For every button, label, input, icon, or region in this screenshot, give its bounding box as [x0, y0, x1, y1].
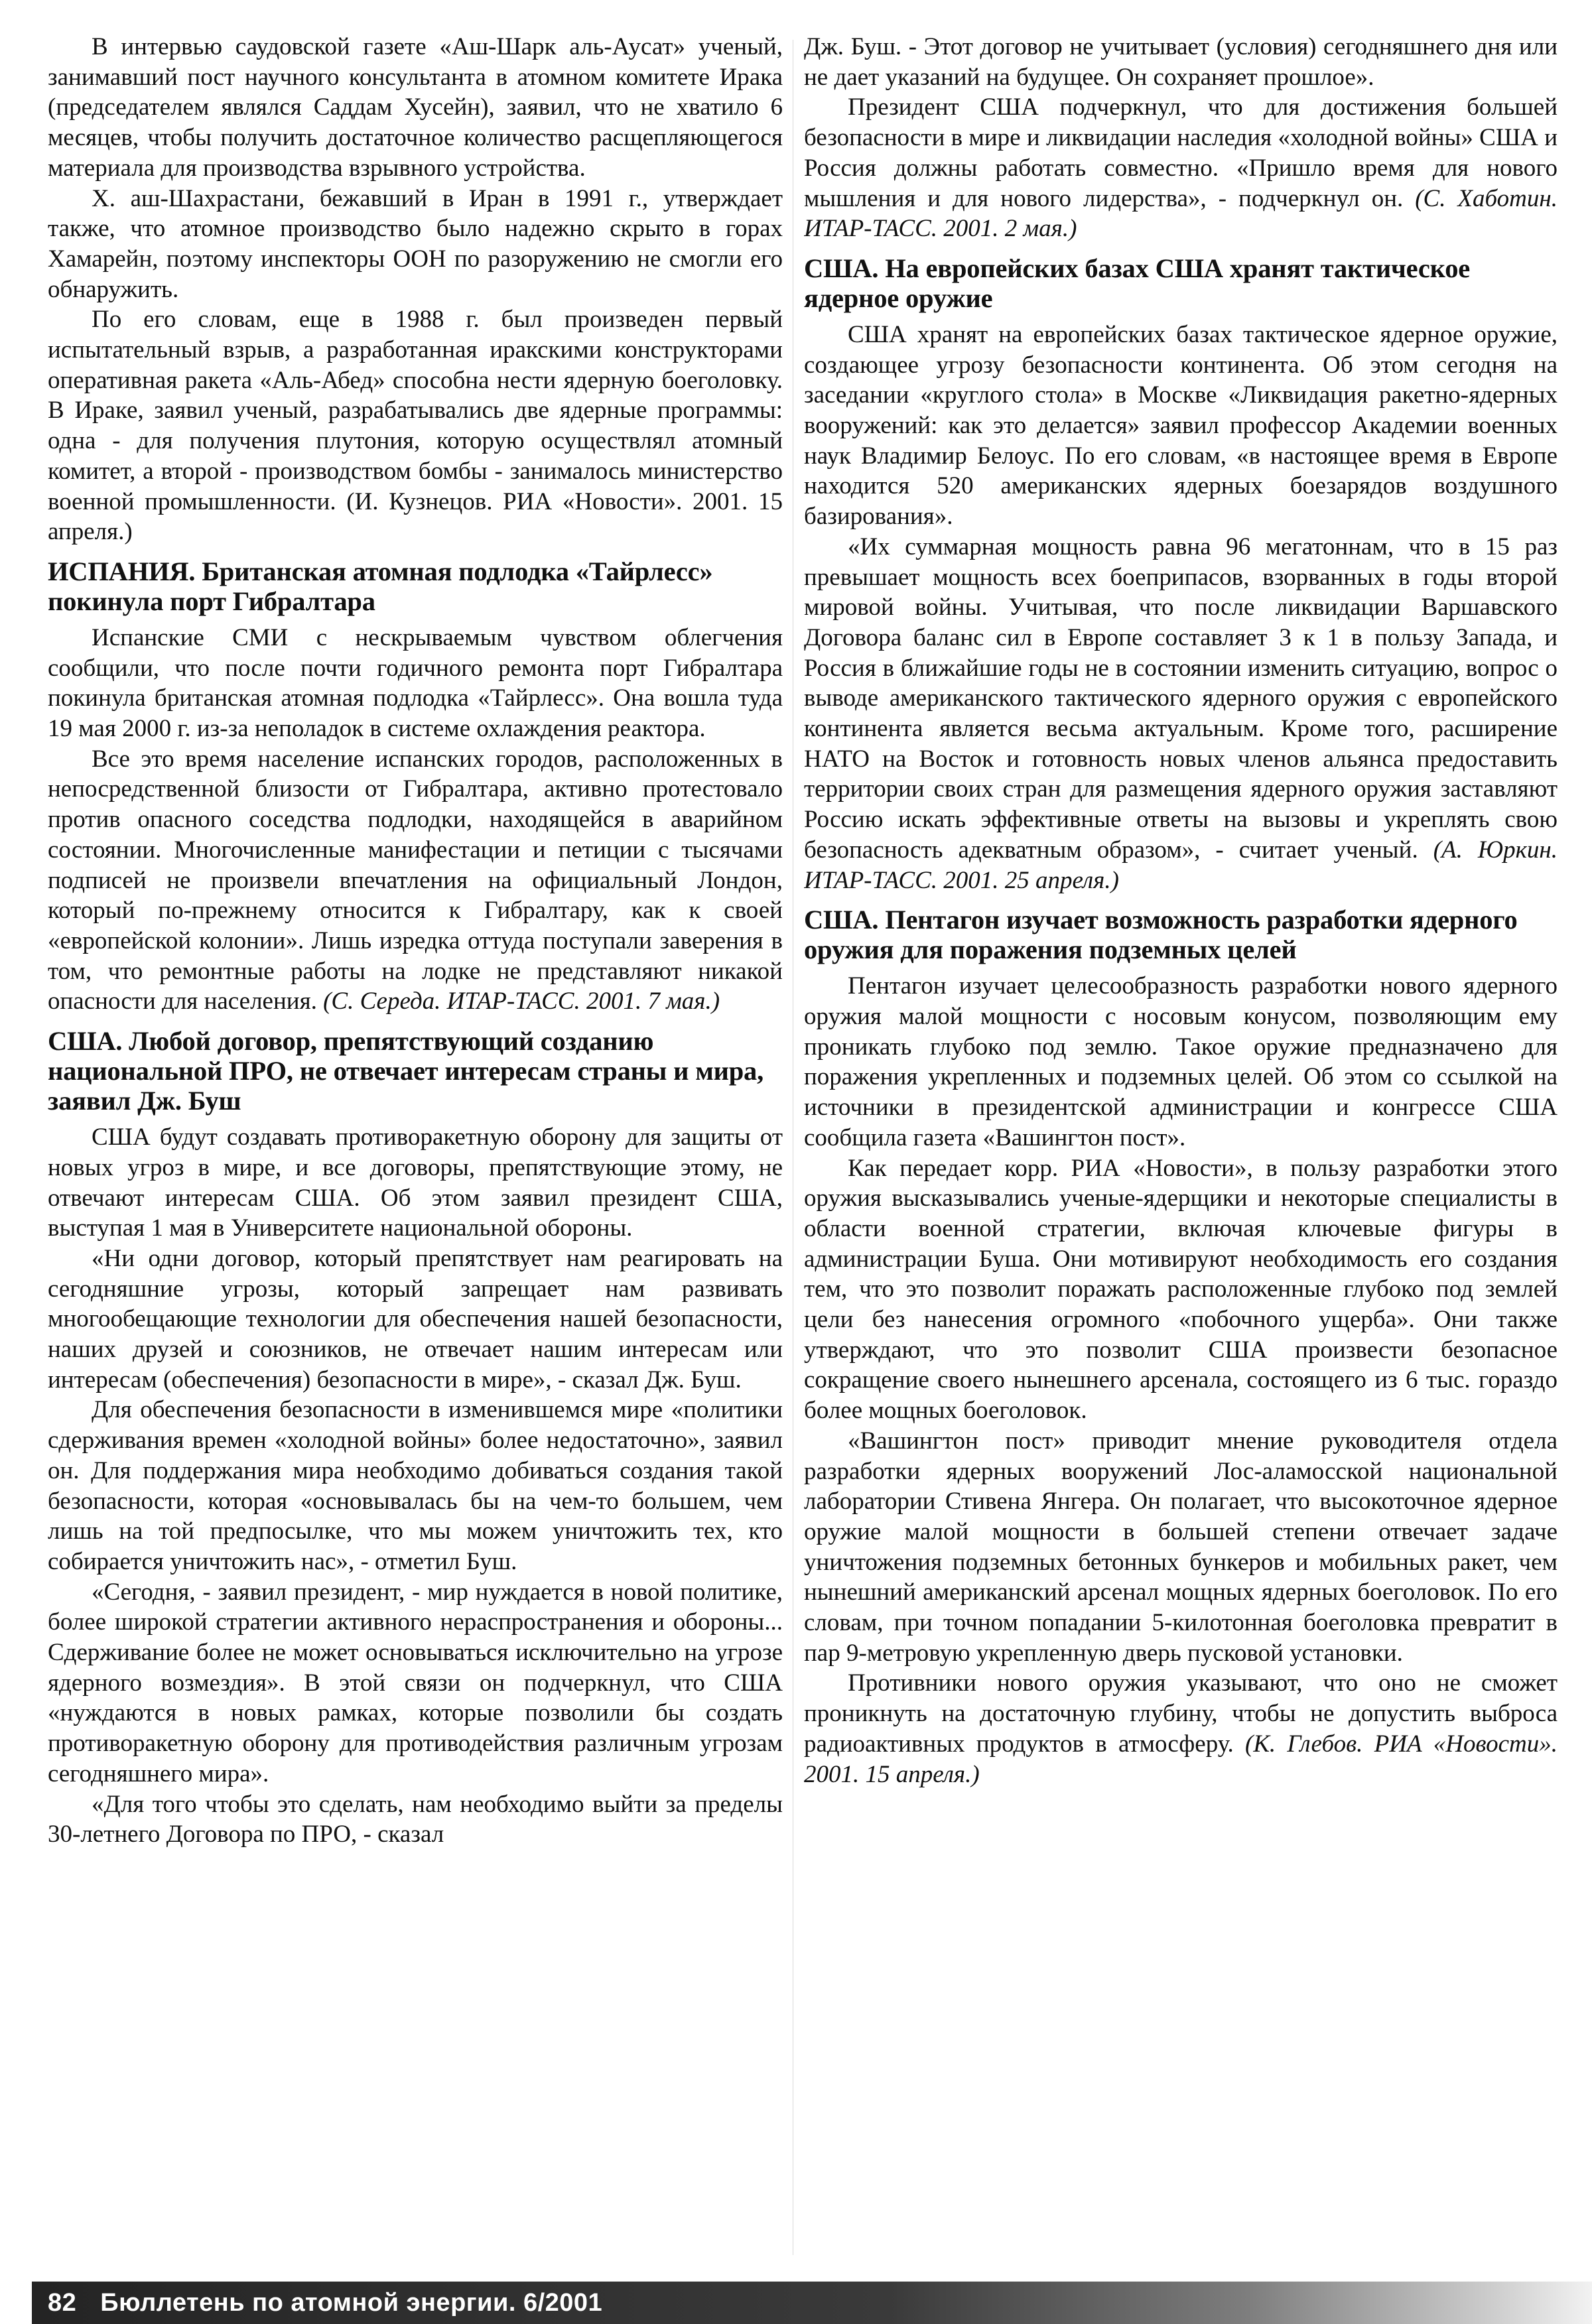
- paragraph-text: Пентагон изучает целесообразность разработки нового ядерного оружия малой мощности с носовым конусом, позволяющим ему проникать глубоко под землю. Такое оружие предназначено для поражения укрепленных и подземных целей. Об этом со ссылкой на источники в президентской администрации и конгрессе США сообщила газета «Вашингтон пост».: [804, 972, 1558, 1151]
- paragraph-text: «Их суммарная мощность равна 96 мегатоннам, что в 15 раз превышает мощность всех боеприпасов, взорванных в годы второй мировой войны. Учитывая, что после ликвидации Варшавского Договора баланс сил в Европе составляет 3 к 1 в пользу Запада, и Россия в ближайшие годы не в состоянии изменить ситуацию, вопрос о выводе американского тактического ядерного оружия с европейского континента является весьма актуальным. Кроме того, расширение НАТО на Восток и готовность новых членов альянса предоставить территории своих стран для размещения ядерного оружия заставляют Россию искать эффективные ответы на вызовы и укреплять свою безопасность адекватным образом», - считает ученый.: [804, 533, 1558, 864]
- body-paragraph: [48, 744, 783, 1017]
- body-paragraph: [804, 1153, 1558, 1426]
- paragraph-text: США хранят на европейских базах тактическое ядерное оружие, создающее угрозу безопасности континента. Об этом сегодня на заседании «круглого стола» в Москве «Ликвидация ракетно-ядерных вооружений: как это делается» заявил профессор Академии военных наук Владимир Белоус. По его словам, «в настоящее время в Европе находится 520 американских ядерных боезарядов воздушного базирования».: [804, 320, 1558, 531]
- paragraph-text: Как передает корр. РИА «Новости», в пользу разработки этого оружия высказывались ученые-ядерщики и некоторые специалисты в области военной стратегии, включая ключевые фигуры в администрации Буша. Они мотивируют необходимость его создания тем, что это позволит поражать расположенные глубоко под землей цели без нанесения огромного «побочного ущерба». Они также утверждают, что это позволит США произвести безопасное сокращение своего нынешнего арсенала, состоящего из 6 тыс. гораздо более мощных боеголовок.: [804, 1154, 1558, 1425]
- article-heading: США. Пентагон изучает возможность разработки ядерного оружия для поражения подземных целей: [804, 905, 1518, 965]
- paragraph-text: «Сегодня, - заявил президент, - мир нуждается в новой политике, более широкой стратегии активного нераспространения и обороны... Сдерживание более не может основываться исключительно на угрозе ядерного возмездия». В этой связи он подчеркнул, что США «нуждаются в новых рамках, которые позволили бы создать противоракетную оборону для противодействия различным угрозам сегодняшнего мира».: [48, 1578, 783, 1787]
- body-paragraph: [804, 92, 1558, 244]
- body-paragraph: [48, 304, 783, 547]
- body-paragraph: [48, 1577, 783, 1789]
- body-paragraph: [804, 532, 1558, 895]
- paragraph-text: Противники нового оружия указывают, что оно не сможет проникнуть на достаточную глубину, чтобы не допустить выброса радиоактивных продуктов в атмосферу.: [804, 1669, 1558, 1758]
- body-paragraph: [804, 1426, 1558, 1669]
- paragraph-text: «Для того чтобы это сделать, нам необходимо выйти за пределы 30-летнего Договора по ПРО, - сказал: [48, 1790, 783, 1848]
- body-paragraph: [48, 1789, 783, 1850]
- paragraph-text: Дж. Буш. - Этот договор не учитывает (условия) сегодняшнего дня или не дает указаний на будущее. Он сохраняет прошлое».: [804, 33, 1558, 91]
- paragraph-text: По его словам, еще в 1988 г. был произведен первый испытательный взрыв, а разработанная иракскими конструкторами оперативная ракета «Аль-Абед» способна нести ядерную боеголовку. В Ираке, заявил ученый, разрабатывались две ядерные программы: одна - для получения плутония, которую осуществлял атомный комитет, а второй - производством бомбы - занималось министерство военной промышленности. (И. Кузнецов. РИА «Новости». 2001. 15 апреля.): [48, 306, 783, 546]
- body-paragraph: [48, 1395, 783, 1577]
- body-paragraph: [48, 623, 783, 744]
- paragraph-text: В интервью саудовской газете «Аш-Шарк аль-Аусат» ученый, занимавший пост научного консультанта в атомном комитете Ирака (председателем являлся Саддам Хусейн), заявил, что не хватило 6 месяцев, чтобы получить достаточное количество расщепляющегося материала для производства взрывного устройства.: [48, 33, 783, 182]
- page-footer: [48, 2286, 602, 2320]
- source-citation: (К. Глебов. РИА «Новости». 2001. 15 апреля.): [804, 1730, 1558, 1788]
- paragraph-text: Для обеспечения безопасности в изменившемся мире «политики сдерживания времен «холодной войны» более недостаточно», заявил он. Для поддержания мира необходимо добиваться создания такой безопасности, которая «основывалась бы на чем-то большем, чем лишь на той предпосылке, что мы можем уничтожить тех, кто собирается уничтожить нас», - отметил Буш.: [48, 1396, 783, 1575]
- paragraph-text: Президент США подчеркнул, что для достижения большей безопасности в мире и ликвидации наследия «холодной войны» США и Россия должны работать совместно. «Пришло время для нового мышления и для нового лидерства», - подчеркнул он.: [804, 94, 1558, 212]
- paragraph-text: Х. аш-Шахрастани, бежавший в Иран в 1991 г., утверждает также, что атомное производство было надежно скрыто в горах Хамарейн, поэтому инспекторы ООН по разоружению не смогли его обнаружить.: [48, 184, 783, 303]
- article-heading: США. На европейских базах США хранят тактическое ядерное оружие: [804, 253, 1471, 313]
- publication-title: Бюллетень по атомной энергии. 6/2001: [100, 2289, 603, 2317]
- paragraph-text: Все это время население испанских городов, расположенных в непосредственной близости от Гибралтара, активно протестовало против опасного соседства подлодки, находящейся в аварийном состоянии. Многочисленные манифестации и петиции с тысячами подписей не произвели впечатления на официальный Лондон, который по-прежнему относится к Гибралтару, как к своей «европейской колонии». Лишь изредка оттуда поступали заверения в том, что ремонтные работы на лодке не представляют никакой опасности для населения.: [48, 745, 783, 1015]
- paragraph-text: «Вашингтон пост» приводит мнение руководителя отдела разработки ядерных вооружений Лос-аламосской национальной лаборатории Стивена Янгера. Он полагает, что высокоточное ядерное оружие малой мощности в большей степени отвечает задаче уничтожения подземных бетонных бункеров и мобильных ракет, чем нынешний американский арсенал мощных ядерных боеголовок. По его словам, при точном попадании 5-килотонная боеголовка превратит в пар 9-метровую укрепленную дверь пусковой установки.: [804, 1427, 1558, 1667]
- left-column: [48, 32, 783, 2267]
- paragraph-text: США будут создавать противоракетную оборону для защиты от новых угроз в мире, и все договоры, препятствующие этому, не отвечают интересам США. Об этом заявил президент США, выступая 1 мая в Университете национальной обороны.: [48, 1124, 783, 1242]
- body-paragraph: [48, 1244, 783, 1395]
- continued-paragraph: [804, 32, 1558, 92]
- article-heading: США. Любой договор, препятствующий созданию национальной ПРО, не отвечает интересам страны и мира, заявил Дж. Буш: [48, 1026, 764, 1116]
- paragraph-text: «Ни одни договор, который препятствует нам реагировать на сегодняшние угрозы, который запрещает нам развивать многообещающие технологии для обеспечения нашей безопасности, наших друзей и союзников, не отвечает нашим интересам или интересам (обеспечения) безопасности в мире», - сказал Дж. Буш.: [48, 1244, 783, 1393]
- right-column: [804, 32, 1558, 2267]
- source-citation: (А. Юркин. ИТАР-ТАСС. 2001. 25 апреля.): [804, 836, 1558, 894]
- body-paragraph: [804, 320, 1558, 532]
- source-citation: (С. Хаботин. ИТАР-ТАСС. 2001. 2 мая.): [804, 184, 1558, 243]
- paragraph-text: Испанские СМИ с нескрываемым чувством облегчения сообщили, что после почти годичного ремонта порт Гибралтара покинула британская атомная подлодка «Тайрлесс». Она вошла туда 19 мая 2000 г. из-за неполадок в системе охлаждения реактора.: [48, 623, 783, 743]
- body-paragraph: [804, 1668, 1558, 1789]
- body-paragraph: [804, 971, 1558, 1153]
- page-number: 82: [48, 2289, 77, 2317]
- body-paragraph: [48, 32, 783, 184]
- article-heading: ИСПАНИЯ. Британская атомная подлодка «Тайрлесс» покинула порт Гибралтара: [48, 556, 713, 616]
- body-paragraph: [48, 1122, 783, 1244]
- body-paragraph: [48, 184, 783, 305]
- source-citation: (С. Середа. ИТАР-ТАСС. 2001. 7 мая.): [316, 988, 720, 1015]
